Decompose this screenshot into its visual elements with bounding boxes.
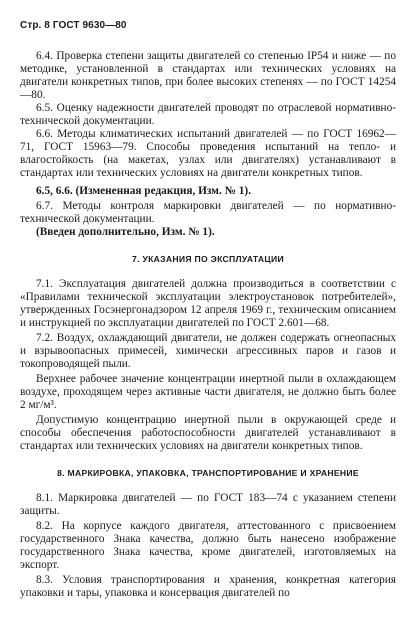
paragraph-7-2-dust: Верхнее рабочее значение концентрации инертной пыли в охлаждающем воздухе, проходящем через активные части двигателя, не должно быть более 2 мг/м³. — [20, 373, 396, 411]
paragraph-6-5: 6.5. Оценку надежности двигателей проводят по отраслевой нормативно-технической документации. — [20, 102, 396, 127]
amendment-note-6-5-6-6: 6.5, 6.6. (Измененная редакция, Изм. № 1). — [36, 185, 252, 197]
paragraph-6-4: 6.4. Проверка степени защиты двигателей со степенью IP54 и ниже — по методике, установленной в стандартах или технических условиях на двигатели конкретных типов, при более высоких степенях — по ГОСТ 14254—80. — [20, 50, 396, 101]
section-7-heading: 7. УКАЗАНИЯ ПО ЭКСПЛУАТАЦИИ — [132, 254, 284, 264]
paragraph-7-1: 7.1. Эксплуатация двигателей должна производиться в соответствии с «Правилами технической эксплуатации электроустановок потребителей», утвержденных Госэнергонадзором 12 апреля 1969 г., техническим описанием и инструкцией по эксплуатации двигателей по ГОСТ 2.601—68. — [20, 278, 396, 329]
paragraph-8-1: 8.1. Маркировка двигателей — по ГОСТ 183—74 с указанием степени защиты. — [20, 492, 396, 517]
paragraph-8-2: 8.2. На корпусе каждого двигателя, аттестованного с присвоением государственного Знака качества, должно быть нанесено изображение государственного Знака качества, кроме двигателей, изготовляемых на экспорт. — [20, 520, 396, 571]
page-header: Стр. 8 ГОСТ 9630—80 — [20, 20, 127, 31]
paragraph-6-7: 6.7. Методы контроля маркировки двигателей — по нормативно-технической документации. — [20, 200, 396, 225]
paragraph-7-2-concentration: Допустимую концентрацию инертной пыли в окружающей среде и способы обеспечения работоспособности двигателей устанавливают в стандартах или технических условиях на двигатели конкретных типов. — [20, 414, 396, 452]
amendment-note-6-7: (Введен дополнительно, Изм. № 1). — [36, 226, 215, 238]
paragraph-7-2: 7.2. Воздух, охлаждающий двигатели, не должен содержать огнеопасных и взрывоопасных примесей, химически агрессивных паров и газов и токопроводящей пыли. — [20, 332, 396, 370]
page-content — [20, 50, 396, 600]
paragraph-6-6: 6.6. Методы климатических испытаний двигателей — по ГОСТ 16962—71, ГОСТ 15963—79. Способы проведения испытаний на тепло- и влагостойкость (на макетах, узлах или двигателях) устанавливают в стандартах или технических условиях на двигатели конкретных типов. — [20, 128, 396, 179]
section-8-heading: 8. МАРКИРОВКА, УПАКОВКА, ТРАНСПОРТИРОВАНИЕ И ХРАНЕНИЕ — [57, 468, 359, 478]
paragraph-8-3: 8.3. Условия транспортирования и хранения, конкретная категория упаковки и тары, упаковка и консервация двигателей по — [20, 574, 396, 599]
